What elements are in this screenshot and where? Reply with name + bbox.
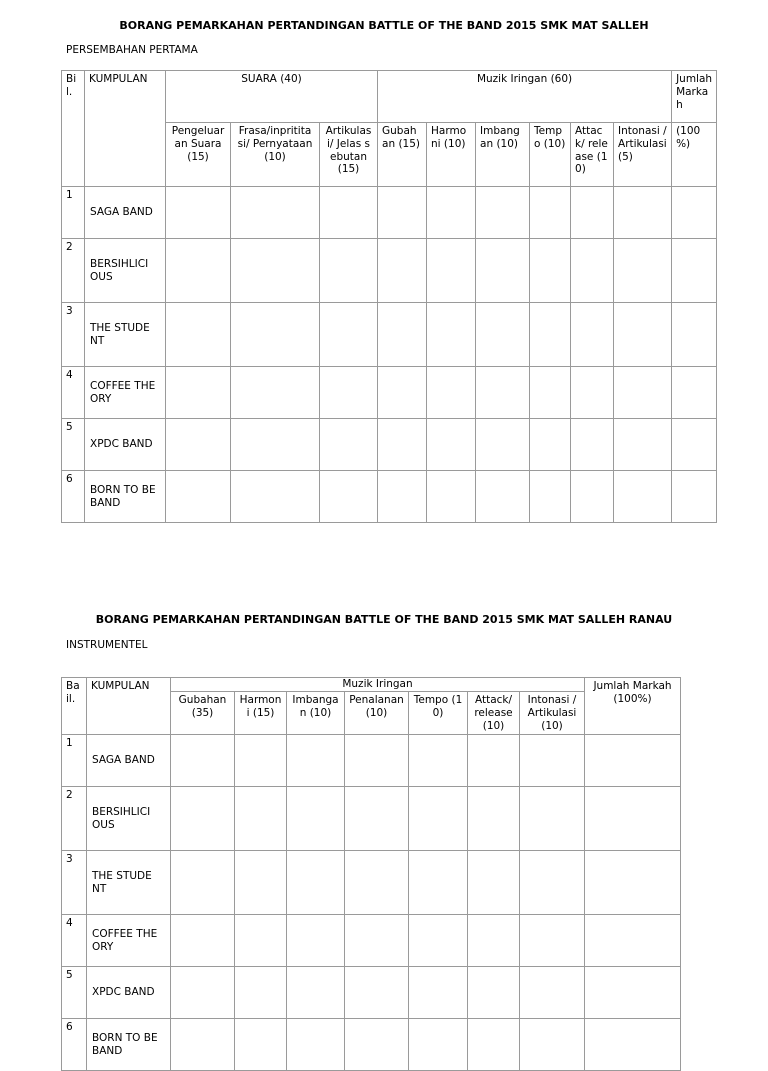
- total-cell[interactable]: [672, 303, 717, 367]
- score-cell[interactable]: [468, 1019, 520, 1071]
- total-cell[interactable]: [585, 735, 681, 787]
- criterion-header: Harmoni (15): [235, 692, 287, 735]
- score-cell[interactable]: [166, 187, 231, 239]
- total-cell[interactable]: [672, 187, 717, 239]
- score-cell[interactable]: [520, 851, 585, 915]
- score-cell[interactable]: [520, 735, 585, 787]
- kumpulan-header: KUMPULAN: [85, 71, 166, 187]
- suara-header: SUARA (40): [166, 71, 378, 123]
- score-cell[interactable]: [171, 787, 235, 851]
- band-name: THE STUDENT: [92, 870, 152, 895]
- row-number: 2: [62, 239, 85, 303]
- criterion-header: Tempo (10): [530, 123, 571, 187]
- total-cell[interactable]: [585, 967, 681, 1019]
- score-cell[interactable]: [476, 367, 530, 419]
- criterion-header: Artikulasi/ Jelas sebutan (15): [320, 123, 378, 187]
- table-row: [62, 787, 681, 851]
- score-cell[interactable]: [320, 367, 378, 419]
- table-row: [62, 851, 681, 915]
- table-row: [62, 367, 717, 419]
- score-cell[interactable]: [409, 915, 468, 967]
- form2-subtitle: INSTRUMENTEL: [66, 639, 148, 651]
- score-cell[interactable]: [235, 1019, 287, 1071]
- score-cell[interactable]: [530, 471, 571, 523]
- table-row: [62, 239, 717, 303]
- score-cell[interactable]: [320, 239, 378, 303]
- row-number: 4: [62, 915, 87, 967]
- criterion-header: Gubahan (15): [378, 123, 427, 187]
- band-name: THE STUDENT: [90, 321, 150, 347]
- total-cell[interactable]: [672, 419, 717, 471]
- row-number: 1: [62, 735, 87, 787]
- score-cell[interactable]: [614, 367, 672, 419]
- score-cell[interactable]: [571, 303, 614, 367]
- table-row: [62, 967, 681, 1019]
- score-cell[interactable]: [171, 1019, 235, 1071]
- bil-header: Bil.: [62, 71, 85, 187]
- score-cell[interactable]: [520, 1019, 585, 1071]
- score-cell[interactable]: [345, 735, 409, 787]
- score-cell[interactable]: [235, 915, 287, 967]
- score-cell[interactable]: [235, 787, 287, 851]
- score-cell[interactable]: [171, 915, 235, 967]
- row-number: 4: [62, 367, 85, 419]
- score-cell[interactable]: [530, 367, 571, 419]
- score-cell[interactable]: [320, 187, 378, 239]
- jumlah-markah-header: Jumlah Markah (100%): [585, 678, 681, 735]
- row-number: 6: [62, 471, 85, 523]
- score-cell[interactable]: [409, 1019, 468, 1071]
- band-name: XPDC BAND: [90, 438, 153, 451]
- row-number: 1: [62, 187, 85, 239]
- criterion-header: Imbangan (10): [476, 123, 530, 187]
- score-cell[interactable]: [520, 967, 585, 1019]
- score-cell[interactable]: [166, 419, 231, 471]
- score-cell[interactable]: [166, 471, 231, 523]
- form1-score-table: [61, 70, 717, 523]
- score-cell[interactable]: [231, 239, 320, 303]
- score-cell[interactable]: [287, 787, 345, 851]
- score-cell[interactable]: [427, 303, 476, 367]
- total-cell[interactable]: [672, 471, 717, 523]
- score-cell[interactable]: [530, 303, 571, 367]
- row-number: 5: [62, 419, 85, 471]
- total-cell[interactable]: [585, 851, 681, 915]
- form2-score-table: [61, 677, 681, 1071]
- table-row: [62, 187, 717, 239]
- score-cell[interactable]: [235, 967, 287, 1019]
- score-cell[interactable]: [231, 419, 320, 471]
- score-cell[interactable]: [427, 367, 476, 419]
- score-cell[interactable]: [571, 367, 614, 419]
- score-cell[interactable]: [468, 851, 520, 915]
- score-cell[interactable]: [287, 915, 345, 967]
- table-row: [62, 419, 717, 471]
- score-cell[interactable]: [476, 419, 530, 471]
- score-cell[interactable]: [530, 419, 571, 471]
- criterion-header: Tempo (10): [409, 692, 468, 735]
- form1-header-row-1: [62, 71, 717, 123]
- band-name: SAGA BAND: [92, 754, 155, 767]
- score-cell[interactable]: [320, 419, 378, 471]
- table-row: [62, 1019, 681, 1071]
- row-number: 3: [62, 303, 85, 367]
- total-cell[interactable]: [672, 239, 717, 303]
- band-name: COFFEE THEORY: [90, 379, 156, 405]
- score-cell[interactable]: [378, 239, 427, 303]
- score-cell[interactable]: [231, 367, 320, 419]
- score-cell[interactable]: [231, 187, 320, 239]
- criterion-header: Penalanan (10): [345, 692, 409, 735]
- band-name: BERSIHLICIOUS: [92, 806, 151, 831]
- score-cell[interactable]: [345, 1019, 409, 1071]
- score-cell[interactable]: [571, 419, 614, 471]
- score-cell[interactable]: [409, 851, 468, 915]
- total-cell[interactable]: [672, 367, 717, 419]
- jumlah-markah-header: Jumlah Markah: [672, 71, 717, 123]
- score-cell[interactable]: [378, 303, 427, 367]
- form2-header-row-1: [62, 678, 681, 692]
- score-cell[interactable]: [287, 967, 345, 1019]
- score-cell[interactable]: [476, 303, 530, 367]
- band-name: BERSIHLICIOUS: [90, 257, 149, 283]
- criterion-header: Attack/ release (10): [468, 692, 520, 735]
- score-cell[interactable]: [378, 367, 427, 419]
- score-cell[interactable]: [171, 967, 235, 1019]
- score-cell[interactable]: [166, 303, 231, 367]
- row-number: 2: [62, 787, 87, 851]
- score-cell[interactable]: [231, 303, 320, 367]
- criterion-header: Imbangan (10): [287, 692, 345, 735]
- score-cell[interactable]: [166, 239, 231, 303]
- score-cell[interactable]: [468, 967, 520, 1019]
- score-cell[interactable]: [231, 471, 320, 523]
- score-cell[interactable]: [571, 239, 614, 303]
- total-cell[interactable]: [585, 915, 681, 967]
- score-cell[interactable]: [427, 471, 476, 523]
- band-name: SAGA BAND: [90, 206, 153, 219]
- row-number: 6: [62, 1019, 87, 1071]
- score-cell[interactable]: [520, 787, 585, 851]
- score-cell[interactable]: [530, 239, 571, 303]
- score-cell[interactable]: [320, 471, 378, 523]
- score-cell[interactable]: [235, 735, 287, 787]
- score-cell[interactable]: [468, 735, 520, 787]
- score-cell[interactable]: [520, 915, 585, 967]
- score-cell[interactable]: [427, 239, 476, 303]
- form2-title: BORANG PEMARKAHAN PERTANDINGAN BATTLE OF THE BAND 2015 SMK MAT SALLEH RANAU: [95, 613, 673, 626]
- score-cell[interactable]: [378, 471, 427, 523]
- table-row: [62, 303, 717, 367]
- score-cell[interactable]: [345, 851, 409, 915]
- score-cell[interactable]: [468, 915, 520, 967]
- score-cell[interactable]: [530, 187, 571, 239]
- total-percent-header: (100 %): [672, 123, 717, 187]
- band-name: BORN TO BE BAND: [92, 1032, 158, 1057]
- score-cell[interactable]: [409, 967, 468, 1019]
- score-cell[interactable]: [235, 851, 287, 915]
- table-row: [62, 471, 717, 523]
- row-number: 3: [62, 851, 87, 915]
- score-cell[interactable]: [378, 187, 427, 239]
- score-cell[interactable]: [287, 1019, 345, 1071]
- score-cell[interactable]: [171, 735, 235, 787]
- form1-title: BORANG PEMARKAHAN PERTANDINGAN BATTLE OF THE BAND 2015 SMK MAT SALLEH: [119, 19, 649, 32]
- band-name: BORN TO BE BAND: [90, 483, 156, 509]
- score-cell[interactable]: [287, 735, 345, 787]
- criterion-header: Gubahan (35): [171, 692, 235, 735]
- score-cell[interactable]: [614, 419, 672, 471]
- criterion-header: Harmoni (10): [427, 123, 476, 187]
- score-cell[interactable]: [476, 239, 530, 303]
- score-cell[interactable]: [476, 471, 530, 523]
- row-number: 5: [62, 967, 87, 1019]
- criterion-header: Pengeluaran Suara (15): [166, 123, 231, 187]
- form1-subtitle: PERSEMBAHAN PERTAMA: [66, 44, 198, 56]
- muzik-iringan-header: Muzik Iringan: [171, 678, 585, 692]
- score-cell[interactable]: [409, 735, 468, 787]
- score-cell[interactable]: [320, 303, 378, 367]
- kumpulan-header: KUMPULAN: [87, 678, 171, 735]
- score-cell[interactable]: [614, 471, 672, 523]
- score-cell[interactable]: [171, 851, 235, 915]
- score-cell[interactable]: [345, 967, 409, 1019]
- score-cell[interactable]: [427, 187, 476, 239]
- score-cell[interactable]: [166, 367, 231, 419]
- criterion-header: Intonasi /Artikulasi (5): [614, 123, 672, 187]
- table-row: [62, 735, 681, 787]
- score-cell[interactable]: [571, 471, 614, 523]
- total-cell[interactable]: [585, 787, 681, 851]
- criterion-header: Frasa/inpritita si/ Pernyataan (10): [231, 123, 320, 187]
- score-cell[interactable]: [614, 187, 672, 239]
- score-cell[interactable]: [345, 915, 409, 967]
- score-cell[interactable]: [476, 187, 530, 239]
- score-cell[interactable]: [427, 419, 476, 471]
- muzik-iringan-header: Muzik Iringan (60): [378, 71, 672, 123]
- score-cell[interactable]: [378, 419, 427, 471]
- score-cell[interactable]: [614, 303, 672, 367]
- score-cell[interactable]: [468, 787, 520, 851]
- criterion-header: Intonasi / Artikulasi (10): [520, 692, 585, 735]
- score-cell[interactable]: [345, 787, 409, 851]
- total-cell[interactable]: [585, 1019, 681, 1071]
- score-cell[interactable]: [409, 787, 468, 851]
- band-name: COFFEE THEORY: [92, 928, 158, 953]
- table-row: [62, 915, 681, 967]
- bil-header: Bail.: [62, 678, 87, 735]
- criterion-header: Attack/ release (10): [571, 123, 614, 187]
- band-name: XPDC BAND: [92, 986, 155, 999]
- score-cell[interactable]: [614, 239, 672, 303]
- score-cell[interactable]: [571, 187, 614, 239]
- score-cell[interactable]: [287, 851, 345, 915]
